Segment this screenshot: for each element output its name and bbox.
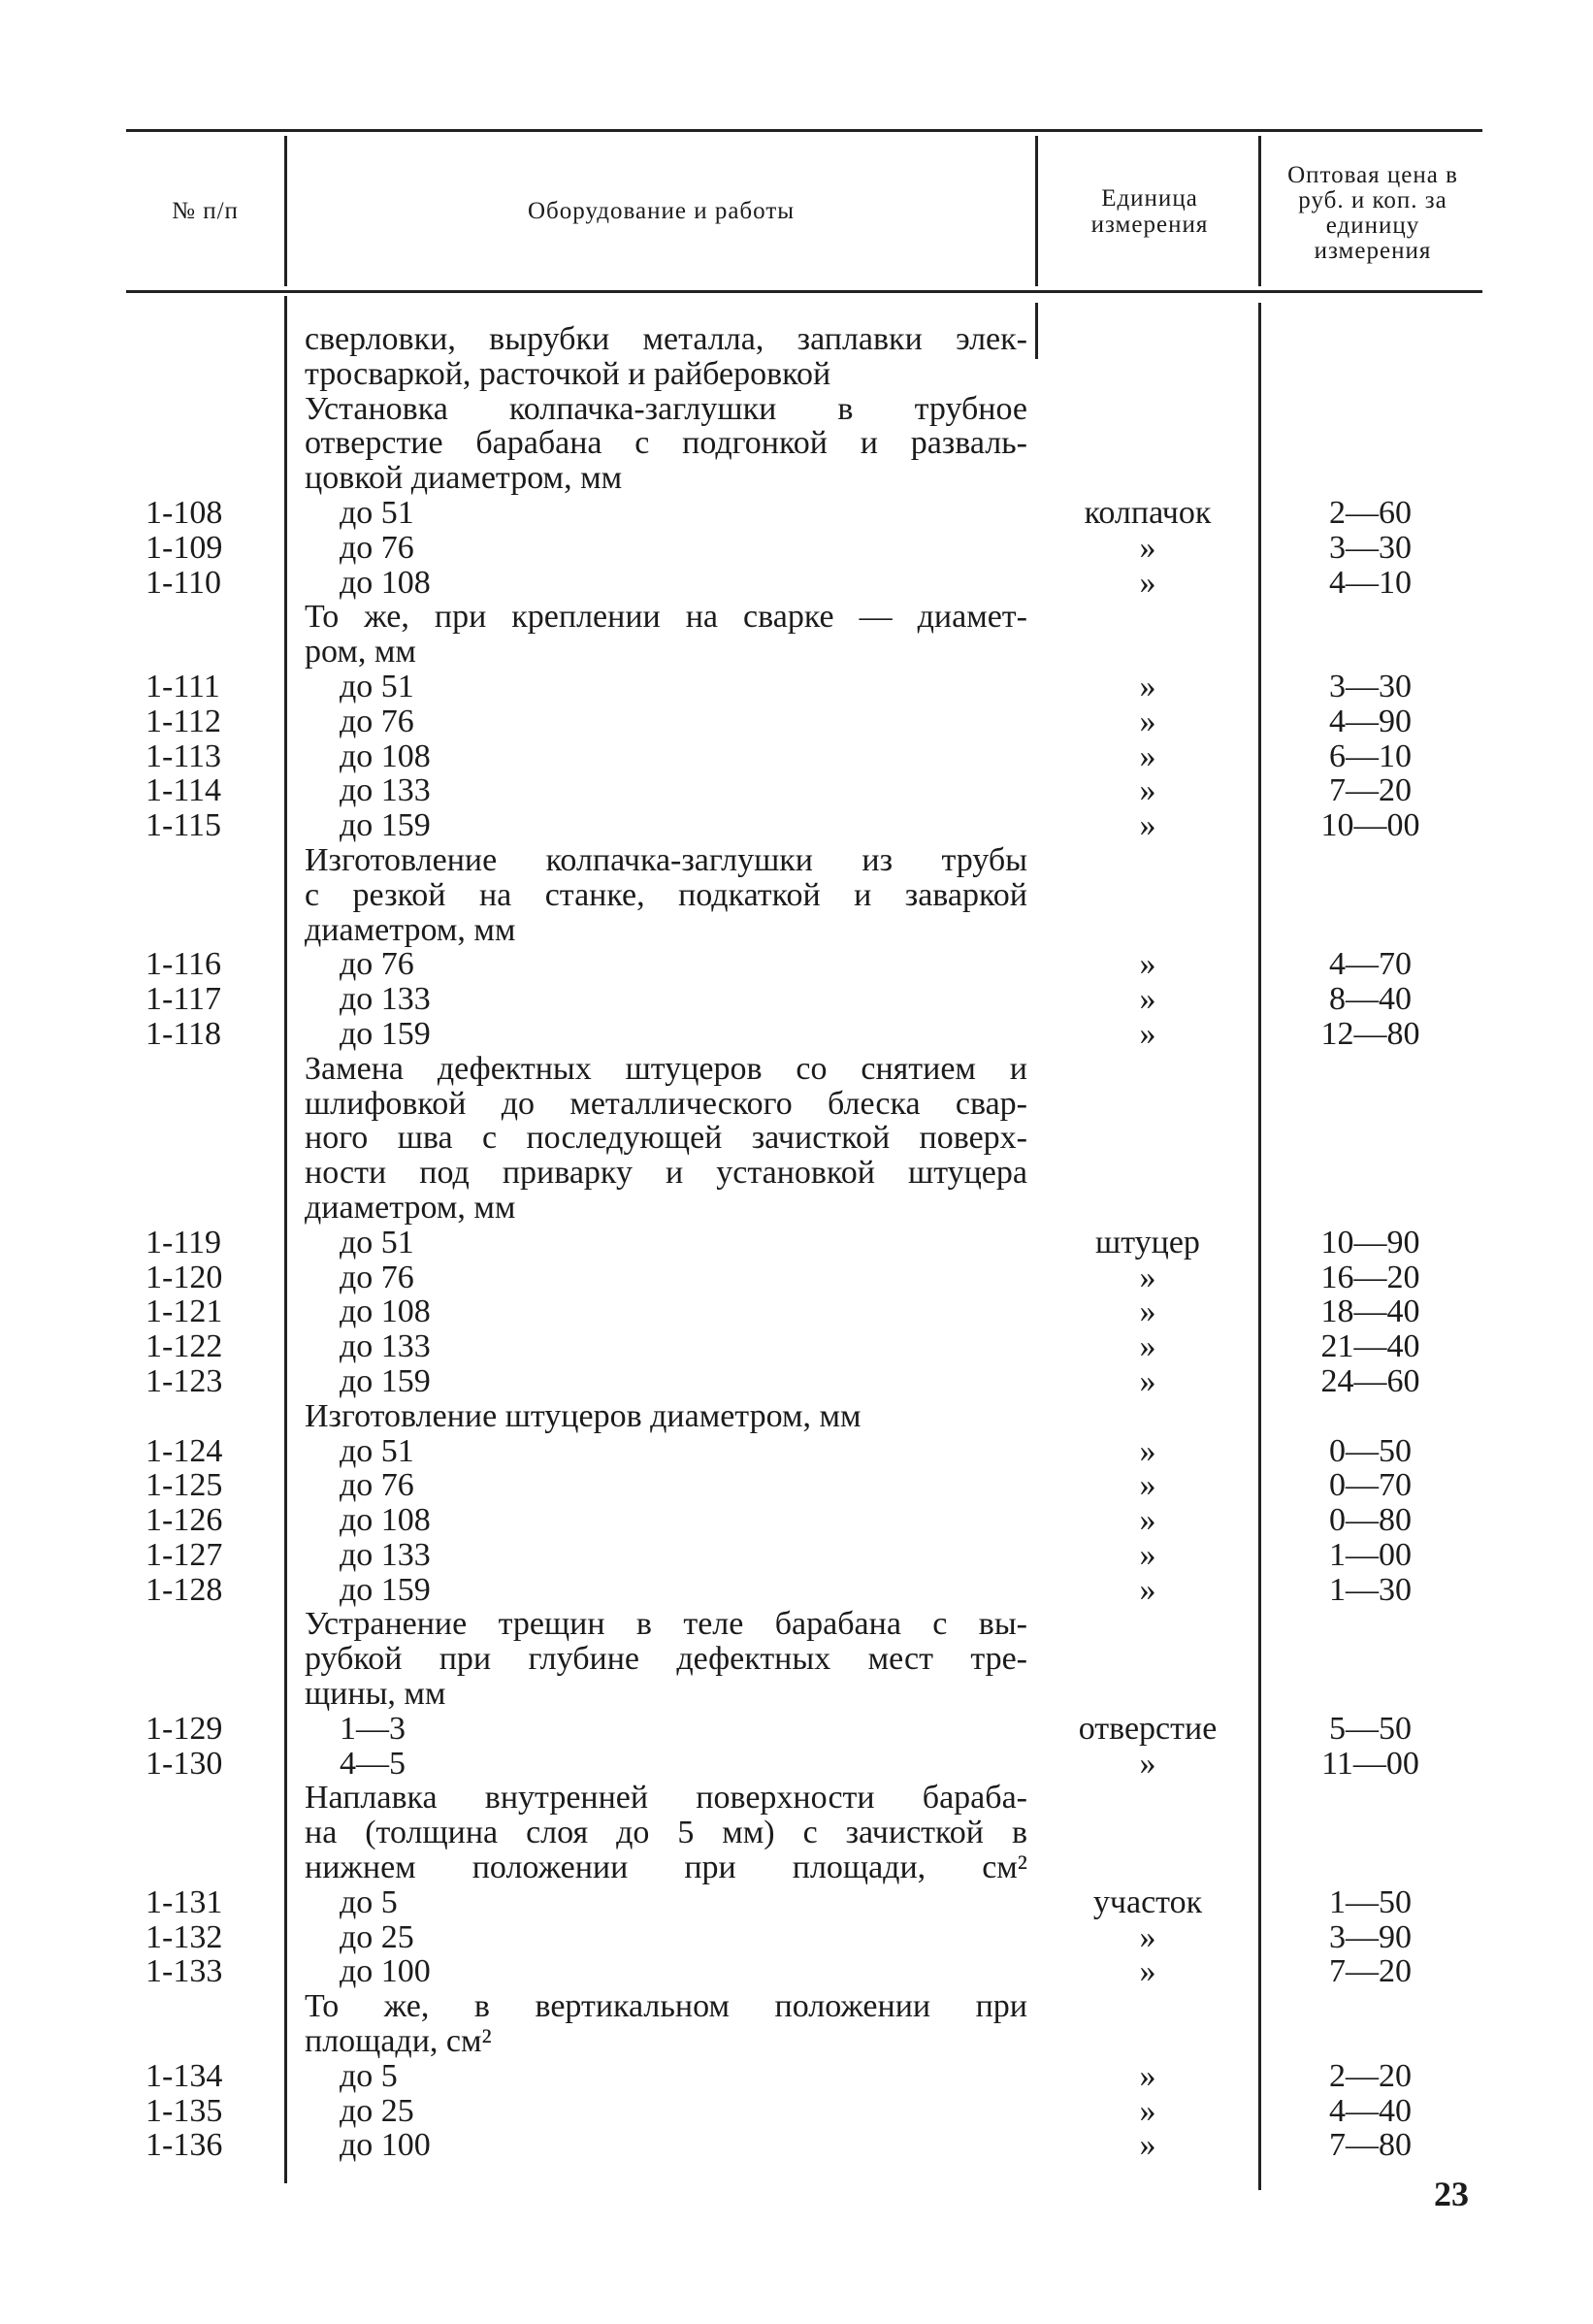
row-description: до 25 — [340, 1918, 414, 1955]
table-row — [0, 1434, 1593, 1469]
row-unit: » — [1139, 1918, 1156, 1955]
row-number: 1-118 — [146, 1015, 222, 1052]
page-number: 23 — [1434, 2175, 1469, 2213]
table-row — [0, 1885, 1593, 1920]
row-unit: » — [1139, 772, 1156, 809]
row-number: 1-116 — [146, 946, 222, 983]
table-row — [0, 1399, 1593, 1434]
table-header-rule — [126, 290, 1482, 293]
table-row — [0, 1294, 1593, 1329]
table-row — [0, 322, 1593, 357]
table-body — [0, 322, 1593, 2163]
row-unit: » — [1139, 2092, 1156, 2129]
table-row — [0, 1607, 1593, 1642]
table-row — [0, 1191, 1593, 1226]
row-price: 6—10 — [1329, 737, 1412, 774]
row-unit: » — [1139, 1362, 1156, 1399]
row-price: 0—50 — [1329, 1432, 1412, 1469]
table-row — [0, 357, 1593, 392]
row-unit: » — [1139, 981, 1156, 1018]
row-unit: » — [1139, 946, 1156, 983]
row-price: 0—70 — [1329, 1467, 1412, 1504]
row-description: Изготовление колпачка-заглушки из трубы — [305, 841, 1027, 878]
table-row — [0, 1468, 1593, 1503]
row-unit: » — [1139, 1293, 1156, 1330]
row-description: Изготовление штуцеров диаметром, мм — [305, 1397, 862, 1434]
row-description: до 76 — [340, 946, 414, 983]
row-unit: » — [1139, 1502, 1156, 1539]
row-price: 4—40 — [1329, 2092, 1412, 2129]
row-description: Наплавка внутренней поверхности бараба- — [305, 1780, 1027, 1817]
table-row — [0, 1954, 1593, 1989]
row-price: 1—50 — [1329, 1883, 1412, 1920]
row-unit: » — [1139, 1745, 1156, 1782]
table-row — [0, 1920, 1593, 1955]
row-price: 3—30 — [1329, 668, 1412, 704]
row-unit: » — [1139, 1571, 1156, 1608]
row-description: до 76 — [340, 1259, 414, 1295]
row-description: с резкой на станке, подкаткой и заваркой — [305, 876, 1027, 913]
row-number: 1-111 — [146, 668, 220, 704]
table-row — [0, 1017, 1593, 1052]
table-row — [0, 808, 1593, 843]
row-description: до 51 — [340, 668, 414, 704]
row-number: 1-120 — [146, 1259, 223, 1295]
row-number: 1-121 — [146, 1293, 223, 1330]
row-description: до 5 — [340, 1883, 398, 1920]
table-row — [0, 461, 1593, 496]
row-description: То же, в вертикальном положении при — [305, 1988, 1027, 2025]
row-description: до 76 — [340, 703, 414, 739]
row-number: 1-133 — [146, 1953, 223, 1990]
row-description: до 51 — [340, 1432, 414, 1469]
row-description: ности под приварку и установкой штуцера — [305, 1155, 1027, 1192]
row-description: щины, мм — [305, 1676, 446, 1713]
table-row — [0, 739, 1593, 774]
row-price: 7—20 — [1329, 772, 1412, 809]
row-number: 1-108 — [146, 494, 223, 531]
row-description: до 108 — [340, 737, 431, 774]
row-unit: » — [1139, 1536, 1156, 1573]
table-row — [0, 496, 1593, 531]
row-number: 1-109 — [146, 529, 223, 566]
table-row — [0, 913, 1593, 948]
table-row — [0, 704, 1593, 739]
table-row — [0, 878, 1593, 913]
row-number: 1-126 — [146, 1502, 223, 1539]
row-price: 21—40 — [1320, 1328, 1420, 1365]
table-row — [0, 843, 1593, 878]
table-row — [0, 1816, 1593, 1850]
row-unit: » — [1139, 1015, 1156, 1052]
table-row — [0, 392, 1593, 427]
table-row — [0, 1712, 1593, 1747]
row-description: до 133 — [340, 1536, 431, 1573]
row-unit: » — [1139, 703, 1156, 739]
row-price: 10—90 — [1320, 1224, 1420, 1260]
table-row — [0, 1503, 1593, 1538]
row-description: до 100 — [340, 2127, 431, 2164]
table-row — [0, 1642, 1593, 1677]
row-unit: » — [1139, 807, 1156, 844]
table-row — [0, 982, 1593, 1017]
row-description: до 76 — [340, 529, 414, 566]
row-number: 1-110 — [146, 564, 222, 601]
row-description: до 76 — [340, 1467, 414, 1504]
row-price: 24—60 — [1320, 1362, 1420, 1399]
row-unit: » — [1139, 737, 1156, 774]
row-price: 2—20 — [1329, 2057, 1412, 2094]
row-description: диаметром, мм — [305, 911, 516, 948]
table-row — [0, 1573, 1593, 1608]
row-unit: отверстие — [1078, 1710, 1218, 1747]
row-unit: колпачок — [1084, 494, 1212, 531]
row-number: 1-125 — [146, 1467, 223, 1504]
row-description: до 108 — [340, 564, 431, 601]
row-unit: » — [1139, 1328, 1156, 1365]
row-price: 3—30 — [1329, 529, 1412, 566]
row-number: 1-129 — [146, 1710, 223, 1747]
row-number: 1-134 — [146, 2057, 223, 2094]
table-row — [0, 1677, 1593, 1712]
table-row — [0, 1329, 1593, 1364]
row-description: до 133 — [340, 772, 431, 809]
table-row — [0, 566, 1593, 601]
row-number: 1-136 — [146, 2127, 223, 2164]
table-row — [0, 2094, 1593, 2129]
table-row — [0, 635, 1593, 670]
row-unit: » — [1139, 1432, 1156, 1469]
row-number: 1-127 — [146, 1536, 223, 1573]
table-row — [0, 426, 1593, 461]
row-description: до 133 — [340, 981, 431, 1018]
row-unit: » — [1139, 529, 1156, 566]
table-row — [0, 2059, 1593, 2094]
row-description: ного шва с последующей зачисткой поверх- — [305, 1120, 1027, 1157]
row-number: 1-114 — [146, 772, 222, 809]
header-divider-2 — [1035, 136, 1038, 286]
row-unit: » — [1139, 564, 1156, 601]
row-unit: участок — [1092, 1883, 1203, 1920]
table-row — [0, 1989, 1593, 2024]
table-top-rule — [126, 129, 1482, 132]
row-number: 1-123 — [146, 1362, 223, 1399]
row-description: То же, при креплении на сварке — диамет- — [305, 599, 1027, 636]
row-number: 1-131 — [146, 1883, 223, 1920]
table-row — [0, 947, 1593, 982]
row-price: 11—00 — [1321, 1745, 1419, 1782]
row-unit: штуцер — [1095, 1224, 1200, 1260]
row-description: Устранение трещин в теле барабана с вы- — [305, 1606, 1027, 1643]
row-price: 1—30 — [1329, 1571, 1412, 1608]
header-work: Оборудование и работы — [527, 198, 796, 224]
row-description: Установка колпачка-заглушки в трубное — [305, 390, 1027, 427]
row-number: 1-115 — [146, 807, 222, 844]
header-unit: Единица измерения — [1090, 184, 1209, 238]
row-description: 1—3 — [340, 1710, 406, 1747]
row-unit: » — [1139, 1259, 1156, 1295]
row-unit: » — [1139, 1467, 1156, 1504]
row-description: до 108 — [340, 1502, 431, 1539]
row-description: площади, см² — [305, 2023, 492, 2060]
table-row — [0, 1226, 1593, 1260]
header-price: Оптовая цена в руб. и коп. за единицу измерения — [1287, 162, 1458, 264]
table-row — [0, 773, 1593, 808]
table-row — [0, 1538, 1593, 1573]
row-price: 18—40 — [1320, 1293, 1420, 1330]
table-row — [0, 1260, 1593, 1295]
row-description: до 159 — [340, 1015, 431, 1052]
row-unit: » — [1139, 2057, 1156, 2094]
row-price: 5—50 — [1329, 1710, 1412, 1747]
row-description: ром, мм — [305, 634, 416, 671]
row-number: 1-130 — [146, 1745, 223, 1782]
row-description: диаметром, мм — [305, 1189, 516, 1226]
row-number: 1-113 — [146, 737, 222, 774]
row-description: до 51 — [340, 494, 414, 531]
row-price: 7—80 — [1329, 2127, 1412, 2164]
row-description: тросваркой, расточкой и райберовкой — [305, 355, 831, 392]
row-price: 2—60 — [1329, 494, 1412, 531]
header-number: № п/п — [172, 198, 239, 224]
row-description: до 5 — [340, 2057, 398, 2094]
table-row — [0, 1747, 1593, 1782]
row-description: до 159 — [340, 1362, 431, 1399]
table-row — [0, 2128, 1593, 2163]
row-number: 1-135 — [146, 2092, 223, 2129]
table-row — [0, 1052, 1593, 1087]
row-number: 1-112 — [146, 703, 222, 739]
row-description: до 51 — [340, 1224, 414, 1260]
row-number: 1-122 — [146, 1328, 223, 1365]
row-description: до 25 — [340, 2092, 414, 2129]
table-row — [0, 2024, 1593, 2059]
row-description: до 100 — [340, 1953, 431, 1990]
row-unit: » — [1139, 2127, 1156, 2164]
table-row — [0, 1156, 1593, 1191]
table-row — [0, 531, 1593, 566]
table-row — [0, 1087, 1593, 1122]
row-description: рубкой при глубине дефектных мест тре- — [305, 1641, 1027, 1678]
row-description: нижнем положении при площади, см² — [305, 1849, 1027, 1886]
header-divider-3 — [1258, 136, 1261, 286]
row-price: 10—00 — [1320, 807, 1420, 844]
row-number: 1-128 — [146, 1571, 223, 1608]
row-description: до 108 — [340, 1293, 431, 1330]
row-unit: » — [1139, 668, 1156, 704]
row-description: 4—5 — [340, 1745, 406, 1782]
row-price: 3—90 — [1329, 1918, 1412, 1955]
row-description: шлифовкой до металлического блеска свар- — [305, 1085, 1027, 1122]
row-number: 1-117 — [146, 981, 222, 1018]
row-number: 1-132 — [146, 1918, 223, 1955]
row-price: 1—00 — [1329, 1536, 1412, 1573]
row-description: до 133 — [340, 1328, 431, 1365]
row-unit: » — [1139, 1953, 1156, 1990]
row-number: 1-119 — [146, 1224, 222, 1260]
table-row — [0, 600, 1593, 635]
row-price: 7—20 — [1329, 1953, 1412, 1990]
row-price: 4—10 — [1329, 564, 1412, 601]
row-description: отверстие барабана с подгонкой и разваль- — [305, 425, 1027, 462]
row-price: 16—20 — [1320, 1259, 1420, 1295]
row-description: до 159 — [340, 1571, 431, 1608]
table-row — [0, 670, 1593, 704]
table-row — [0, 1121, 1593, 1156]
row-price: 0—80 — [1329, 1502, 1412, 1539]
row-description: до 159 — [340, 807, 431, 844]
row-description: сверловки, вырубки металла, заплавки элек- — [305, 321, 1027, 357]
row-price: 4—70 — [1329, 946, 1412, 983]
row-price: 8—40 — [1329, 981, 1412, 1018]
row-price: 12—80 — [1320, 1015, 1420, 1052]
table-row — [0, 1364, 1593, 1399]
row-description: на (толщина слоя до 5 мм) с зачисткой в — [305, 1815, 1027, 1851]
row-price: 4—90 — [1329, 703, 1412, 739]
table-row — [0, 1781, 1593, 1816]
table-row — [0, 1850, 1593, 1885]
row-description: Замена дефектных штуцеров со снятием и — [305, 1050, 1027, 1087]
row-number: 1-124 — [146, 1432, 223, 1469]
row-description: цовкой диаметром, мм — [305, 460, 623, 497]
